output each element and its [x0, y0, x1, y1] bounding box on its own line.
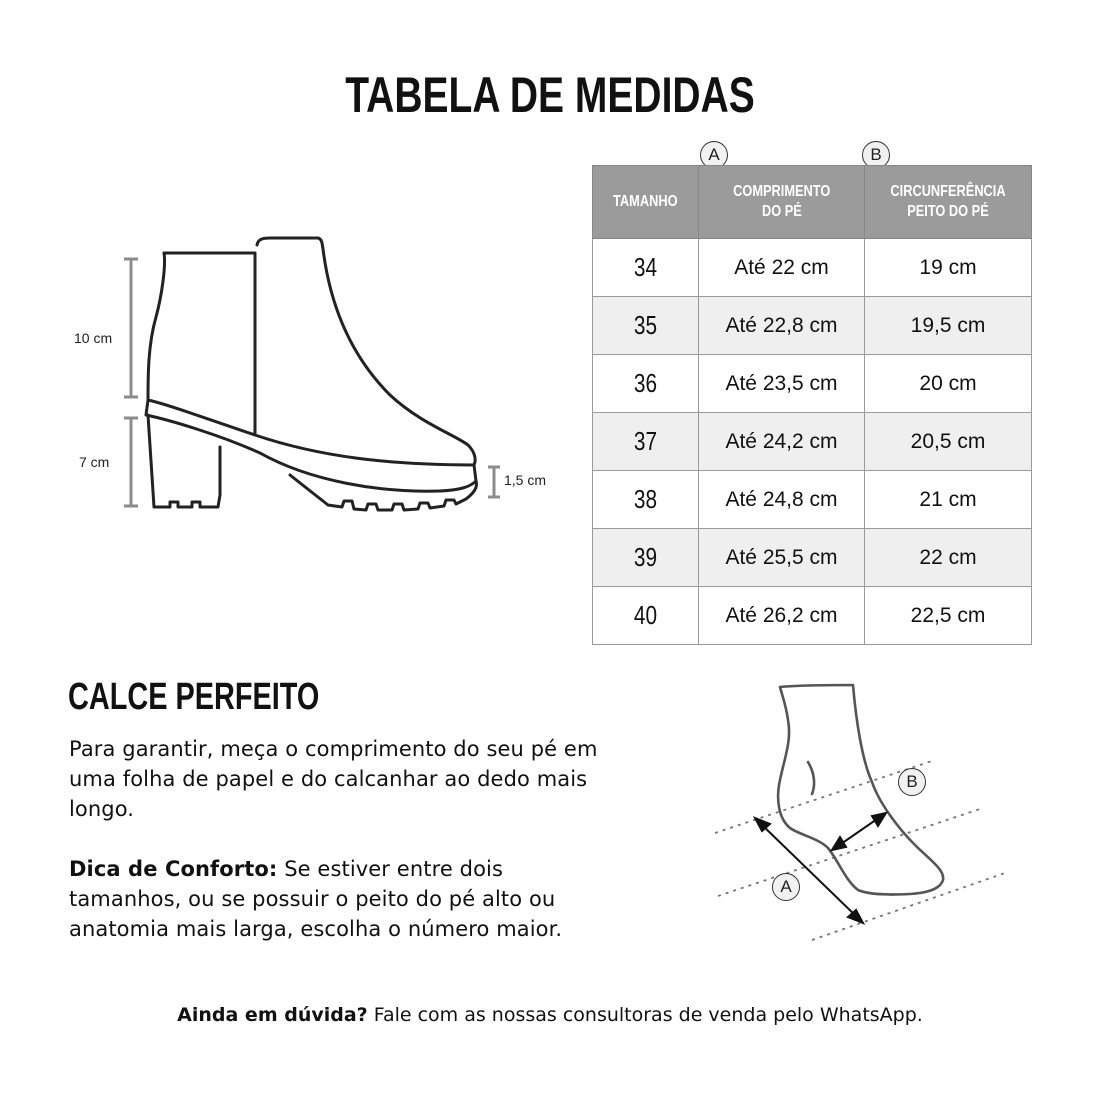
comfort-tip: [69, 854, 609, 944]
instep-cell: 21 cm: [865, 471, 1032, 529]
fit-section-title: CALCE PERFEITO: [68, 676, 320, 718]
length-cell: Até 24,8 cm: [699, 471, 865, 529]
comfort-tip-text: Se estiver entre dois tamanhos, ou se possuir o peito do pé alto ou anatomia mais larga, escolha o número maior.: [69, 857, 563, 941]
table-row: [593, 529, 1032, 587]
size-cell: 38: [593, 471, 699, 529]
table-row: [593, 239, 1032, 297]
sole-height-label: 1,5 cm: [504, 472, 547, 488]
fit-instructions: Para garantir, meça o comprimento do seu pé em uma folha de papel e do calcanhar ao dedo mais longo.: [69, 737, 598, 821]
foot-icon: [700, 680, 1020, 950]
length-cell: Até 26,2 cm: [699, 587, 865, 645]
instep-cell: 19 cm: [865, 239, 1032, 297]
size-cell: 37: [593, 413, 699, 471]
instep-cell: 19,5 cm: [865, 297, 1032, 355]
badge-b-column: B: [862, 141, 890, 169]
instep-cell: 20 cm: [865, 355, 1032, 413]
badge-b-foot: B: [898, 768, 926, 796]
size-cell: 40: [593, 587, 699, 645]
comfort-tip-label: Dica de Conforto:: [69, 857, 278, 881]
length-cell: Até 23,5 cm: [699, 355, 865, 413]
table-row: [593, 413, 1032, 471]
size-cell: 34: [593, 239, 699, 297]
footer-question: Ainda em dúvida?: [177, 1004, 368, 1026]
badge-a-foot: A: [772, 873, 800, 901]
header-instep: CIRCUNFERÊNCIA PEITO DO PÉ: [865, 166, 1032, 239]
foot-diagram: [700, 680, 1020, 950]
size-table: [592, 165, 1032, 645]
instep-cell: 22 cm: [865, 529, 1032, 587]
footer-note: [0, 1004, 1100, 1026]
size-cell: 39: [593, 529, 699, 587]
table-row: [593, 297, 1032, 355]
header-length: COMPRIMENTO DO PÉ: [699, 166, 865, 239]
length-cell: Até 25,5 cm: [699, 529, 865, 587]
boot-diagram: [60, 225, 580, 525]
instep-cell: 20,5 cm: [865, 413, 1032, 471]
length-cell: Até 22 cm: [699, 239, 865, 297]
table-row: [593, 355, 1032, 413]
length-cell: Até 22,8 cm: [699, 297, 865, 355]
shaft-height-label: 10 cm: [74, 330, 113, 346]
instep-cell: 22,5 cm: [865, 587, 1032, 645]
table-row: [593, 471, 1032, 529]
page-title: TABELA DE MEDIDAS: [345, 67, 755, 123]
badge-a-column: A: [700, 141, 728, 169]
length-cell: Até 24,2 cm: [699, 413, 865, 471]
table-row: [593, 587, 1032, 645]
footer-text: Fale com as nossas consultoras de venda pelo WhatsApp.: [367, 1004, 923, 1026]
heel-height-label: 7 cm: [79, 454, 110, 470]
table-header-row: [593, 166, 1032, 239]
boot-icon: [60, 225, 580, 525]
header-size: TAMANHO: [593, 166, 699, 239]
size-cell: 35: [593, 297, 699, 355]
size-cell: 36: [593, 355, 699, 413]
